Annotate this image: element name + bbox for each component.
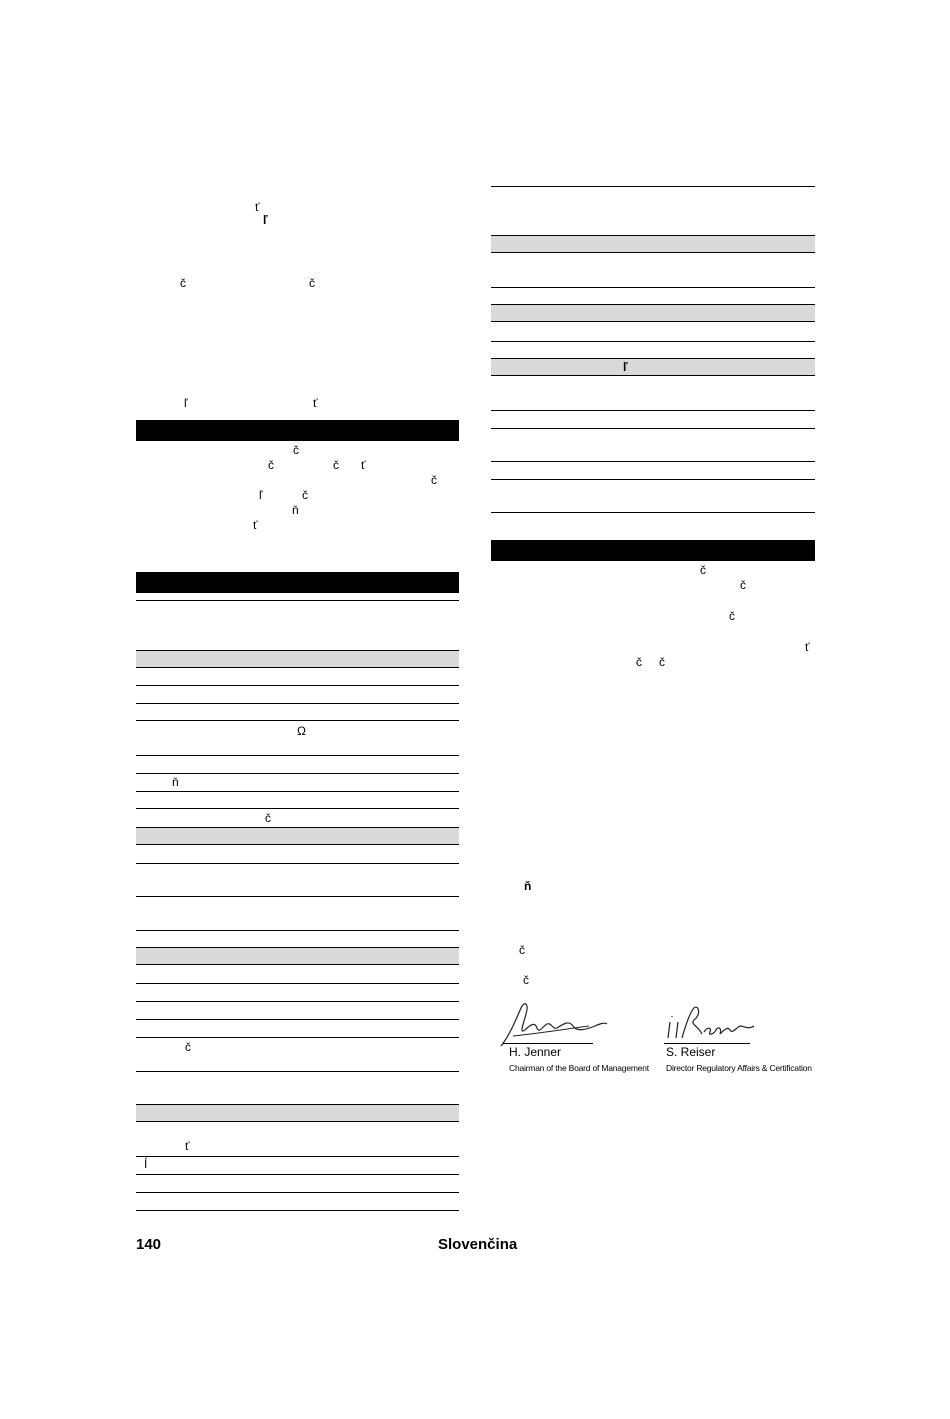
text-fragment: ľ <box>263 213 268 227</box>
footer-language: Slovenčina <box>438 1236 518 1253</box>
table-group-band <box>491 304 815 322</box>
table-rule <box>491 461 815 462</box>
table-rule <box>136 863 459 864</box>
text-fragment: č <box>659 655 665 669</box>
text-fragment: č <box>293 443 299 457</box>
table-group-band <box>491 235 815 253</box>
table-cell-fragment: ľ <box>623 360 628 374</box>
signature-reiser-image <box>664 1004 759 1044</box>
table-rule <box>136 1174 459 1175</box>
table-rule <box>491 186 815 187</box>
table-rule <box>136 1192 459 1193</box>
table-rule <box>136 930 459 931</box>
table-cell-fragment: Í <box>144 1157 148 1171</box>
table-group-band <box>136 947 459 965</box>
table-rule <box>136 720 459 721</box>
table-group-band <box>136 827 459 845</box>
text-fragment: č <box>309 276 315 290</box>
text-fragment: č <box>523 973 529 987</box>
text-fragment: ň <box>292 503 299 517</box>
table-cell-fragment: č <box>185 1040 191 1054</box>
text-fragment: č <box>268 458 274 472</box>
text-fragment: ť <box>255 200 260 214</box>
text-fragment: č <box>302 488 308 502</box>
table-group-band <box>491 358 815 376</box>
text-fragment: č <box>519 943 525 957</box>
table-rule <box>136 1210 459 1211</box>
signature-line <box>503 1043 593 1044</box>
table-rule <box>136 600 459 601</box>
table-rule <box>136 1019 459 1020</box>
table-cell-fragment: ť <box>185 1139 190 1153</box>
signatory-title: Director Regulatory Affairs & Certification <box>666 1063 812 1073</box>
text-fragment: č <box>700 563 706 577</box>
section-header-bar-declaration <box>491 540 815 561</box>
table-rule <box>491 428 815 429</box>
table-rule <box>136 1037 459 1038</box>
text-fragment: ť <box>805 640 810 654</box>
text-fragment: č <box>431 473 437 487</box>
signatory-name: H. Jenner <box>509 1045 562 1059</box>
signatory-name: S. Reiser <box>666 1045 716 1059</box>
section-header-bar-warning <box>136 420 459 441</box>
table-cell-fragment: Ω <box>297 724 306 738</box>
signature-line <box>664 1043 750 1044</box>
table-group-band <box>136 1104 459 1122</box>
table-rule <box>136 1001 459 1002</box>
table-rule <box>136 791 459 792</box>
text-fragment: č <box>729 609 735 623</box>
text-fragment: ť <box>253 518 258 532</box>
table-rule <box>136 1156 459 1157</box>
table-rule <box>491 287 815 288</box>
table-group-band <box>136 650 459 668</box>
table-cell-fragment: ň <box>172 775 179 789</box>
table-rule <box>136 808 459 809</box>
text-fragment: ť <box>361 458 366 472</box>
text-fragment: č <box>333 458 339 472</box>
text-fragment: ť <box>313 396 318 410</box>
table-rule <box>491 512 815 513</box>
table-cell-fragment: č <box>265 811 271 825</box>
table-rule <box>136 896 459 897</box>
table-rule <box>491 341 815 342</box>
table-rule <box>136 1071 459 1072</box>
table-rule <box>136 703 459 704</box>
table-rule <box>491 479 815 480</box>
table-rule <box>136 773 459 774</box>
table-rule <box>491 410 815 411</box>
section-header-bar-technical-data <box>136 572 459 593</box>
text-fragment: ň <box>524 879 532 893</box>
signatory-title: Chairman of the Board of Management <box>509 1063 649 1073</box>
table-rule <box>136 983 459 984</box>
text-fragment: ľ <box>259 488 263 502</box>
page-number: 140 <box>136 1236 162 1253</box>
signature-jenner-image <box>499 1000 609 1048</box>
text-fragment: č <box>740 578 746 592</box>
table-rule <box>136 685 459 686</box>
text-fragment: č <box>636 655 642 669</box>
table-rule <box>136 755 459 756</box>
text-fragment: č <box>180 276 186 290</box>
text-fragment: ľ <box>184 396 188 410</box>
